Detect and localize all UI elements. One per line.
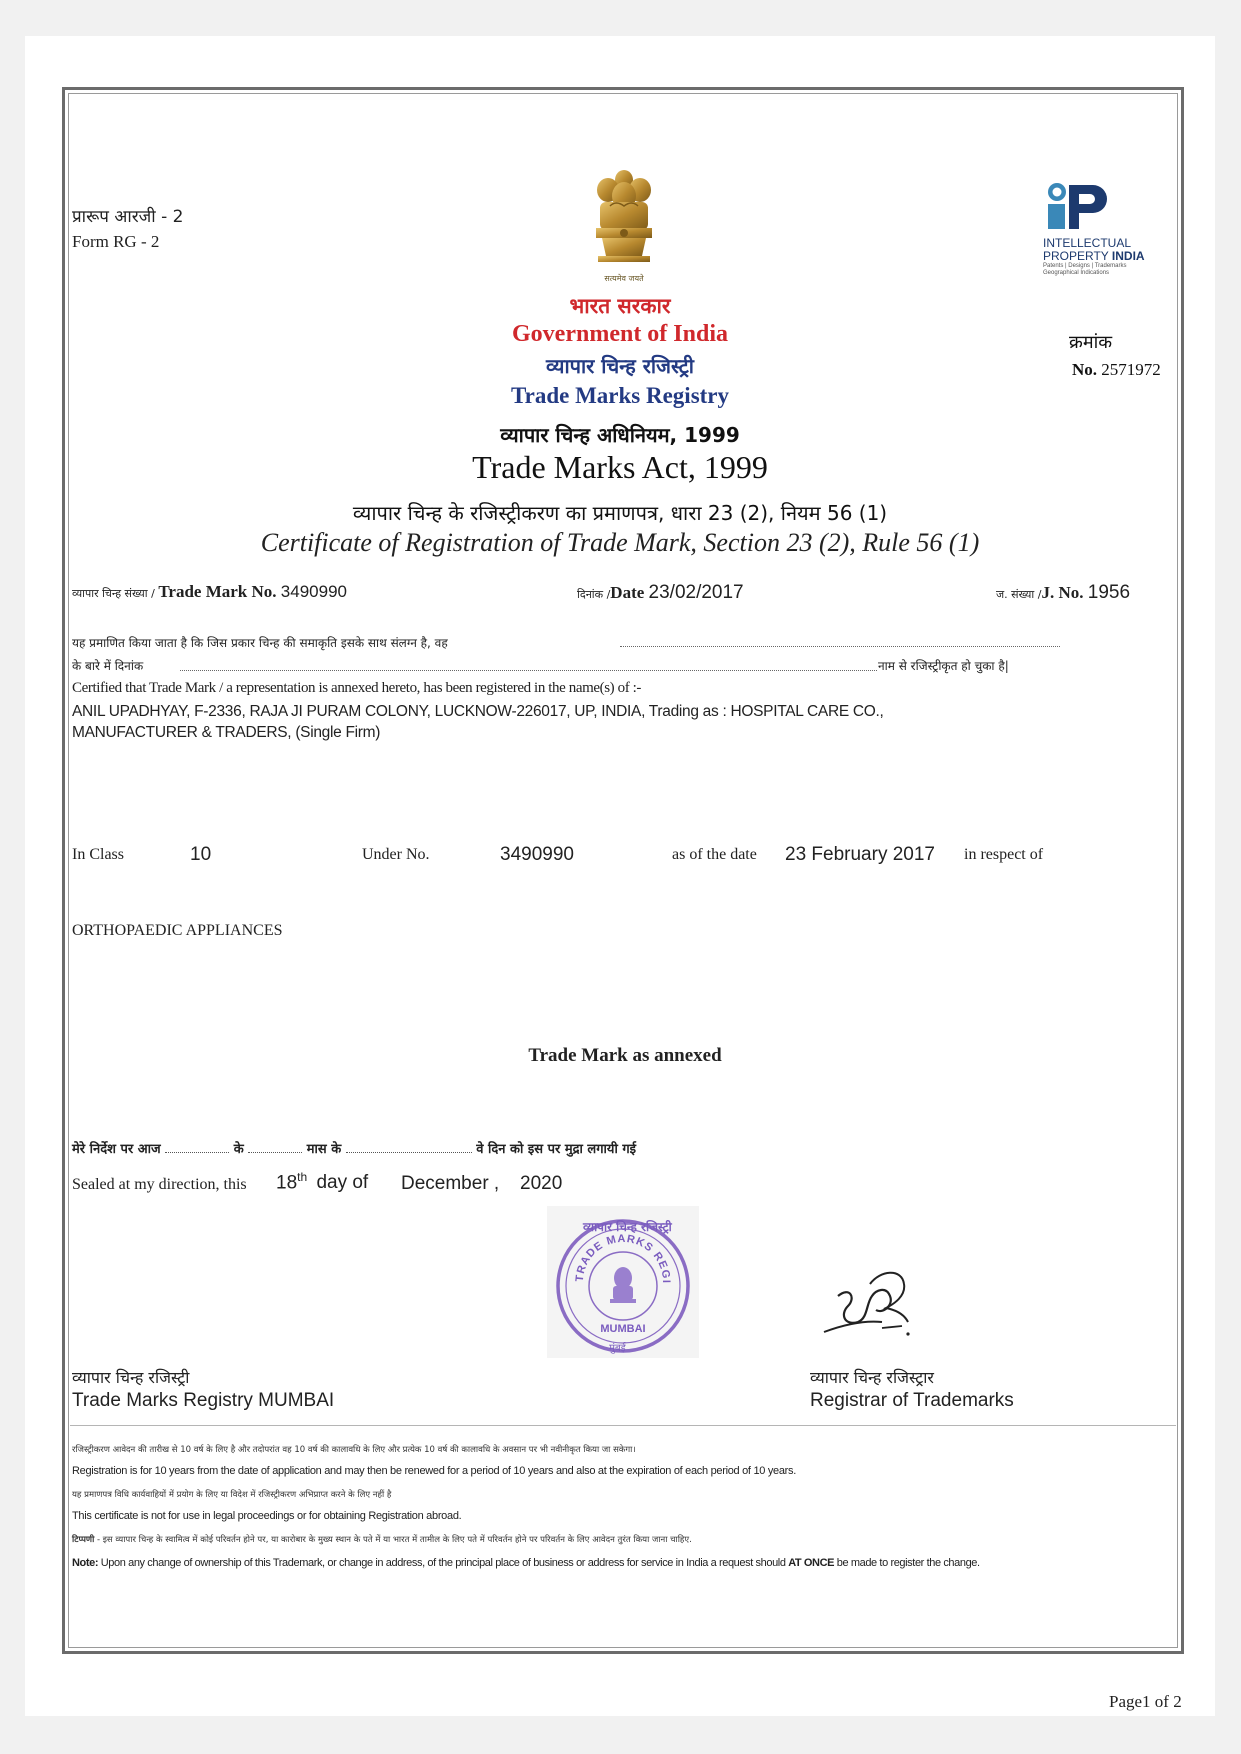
stamp-city-hindi: मुंबई (609, 1343, 626, 1354)
dotted-line (620, 646, 1060, 647)
date-label: Date (610, 583, 645, 602)
page-number: Page1 of 2 (1109, 1692, 1182, 1711)
sealed-label: Sealed at my direction, this (72, 1176, 247, 1193)
footer-registry: Trade Marks Registry MUMBAI (72, 1390, 335, 1411)
note-english-3-c: be made to register the change. (834, 1557, 980, 1569)
note-hindi-1: रजिस्ट्रीकरण आवेदन की तारीख से 10 वर्ष के लिए है और तदोपरांत वह 10 वर्ष की कालावधि के लिए और प्रत्येक 10 वर्ष की कालावधि के अवसान पर भी नवीनीकृत किया जा सकेगा। (72, 1445, 636, 1455)
owner-line2: MANUFACTURER & TRADERS, (Single Firm) (72, 724, 381, 741)
footer-registrar: Registrar of Trademarks (810, 1390, 1014, 1411)
body-hindi-line2-a: के बारे में दिनांक (72, 659, 144, 673)
in-class-label: In Class (72, 846, 124, 863)
stamp-top-hindi: व्यापार चिन्ह रजिस्ट्री (583, 1220, 672, 1234)
stamp-ring-text: TRADE MARKS REGI (573, 1232, 673, 1284)
seal-hindi-a: मेरे निर्देश पर आज (72, 1142, 161, 1157)
note-hindi-3 (72, 1534, 692, 1545)
sealed-day (276, 1170, 368, 1194)
note-hindi-2: यह प्रमाणपत्र विधि कार्यवाहियों में प्रयोग के लिए या विदेश में रजिस्ट्रीकरण अभिप्राप्त करने के लिए नहीं है (72, 1490, 392, 1500)
body-hindi-line2-b: नाम से रजिस्ट्रीकृत हो चुका है| (878, 659, 1009, 673)
under-no-value: 3490990 (500, 844, 574, 865)
note-english-1: Registration is for 10 years from the date of application and may then be renewed for a period of 10 years and also at the expiration of each period of 10 years. (72, 1465, 796, 1477)
stamp-city: MUMBAI (600, 1323, 646, 1335)
act-title-hindi: व्यापार चिन्ह अधिनियम, 1999 (500, 423, 740, 447)
date-field (577, 582, 744, 604)
ip-india-logo (1043, 182, 1175, 282)
seal-hindi-d: वे दिन को इस पर मुद्रा लगायी गई (476, 1142, 637, 1157)
national-emblem-icon (586, 166, 662, 284)
ip-logo-line1: INTELLECTUAL (1043, 236, 1132, 250)
sealed-day-value: 18 (276, 1172, 298, 1194)
tm-value: 3490990 (280, 582, 347, 601)
tm-label-hindi: व्यापार चिन्ह संख्या / (72, 587, 159, 600)
emblem-motto: सत्यमेव जयते (604, 274, 644, 283)
jno-label-hindi: ज. संख्या / (996, 588, 1042, 601)
as-of-label: as of the date (672, 846, 757, 863)
serial-label: No. (1072, 360, 1098, 379)
dotted-line (180, 670, 877, 671)
notes-divider (70, 1425, 1176, 1426)
registry-title-hindi: व्यापार चिन्ह रजिस्ट्री (546, 354, 694, 378)
registry-title: Trade Marks Registry (510, 383, 730, 408)
serial-value: 2571972 (1101, 360, 1161, 379)
respect-label: in respect of (964, 846, 1044, 863)
form-number-hindi: प्रारूप आरजी - 2 (72, 207, 184, 227)
sealed-day-of: day of (316, 1172, 369, 1194)
goods-description: ORTHOPAEDIC APPLIANCES (72, 922, 283, 939)
certificate-title-hindi: व्यापार चिन्ह के रजिस्ट्रीकरण का प्रमाणपत्र, धारा 23 (2), नियम 56 (1) (352, 501, 888, 525)
jno-label: J. No. (1041, 583, 1084, 602)
ip-logo-line4: Geographical Indications (1043, 270, 1110, 276)
certificate-title: Certificate of Registration of Trade Mark, Section 23 (2), Rule 56 (1) (260, 528, 980, 557)
registry-stamp (547, 1206, 699, 1358)
body-hindi-line1: यह प्रमाणित किया जाता है कि जिस प्रकार चिन्ह की समाकृति इसके साथ संलग्न है, वह (72, 636, 448, 650)
certified-text: Certified that Trade Mark / a representation is annexed hereto, has been registered in the name(s) of :- (72, 680, 642, 696)
seal-hindi-b: के (233, 1142, 244, 1157)
gov-title-hindi: भारत सरकार (569, 294, 671, 318)
gov-title: Government of India (512, 321, 728, 347)
sealed-month: December , (401, 1173, 500, 1194)
footer-registry-hindi: व्यापार चिन्ह रजिस्ट्री (72, 1368, 190, 1387)
note-hindi-3-label: टिप्पणी (72, 1535, 95, 1545)
form-number: Form RG - 2 (72, 232, 160, 251)
as-of-value: 23 February 2017 (785, 844, 935, 865)
seal-hindi-line (72, 1139, 636, 1157)
in-class-value: 10 (190, 844, 212, 865)
act-title: Trade Marks Act, 1999 (472, 449, 768, 485)
ip-india-logo-icon (1043, 182, 1113, 232)
owner-line1: ANIL UPADHYAY, F-2336, RAJA JI PURAM COLONY, LUCKNOW-226017, UP, INDIA, Trading as : HOSPITAL CARE CO., (72, 703, 884, 720)
date-value: 23/02/2017 (648, 582, 744, 603)
ip-logo-line2-b: INDIA (1111, 249, 1145, 263)
note-english-3-label: Note: (72, 1557, 99, 1569)
under-no-label: Under No. (362, 846, 430, 863)
sealed-year: 2020 (520, 1173, 563, 1194)
trade-mark-annexed: Trade Mark as annexed (528, 1045, 722, 1066)
registrar-signature (810, 1256, 920, 1356)
sealed-day-suffix: th (297, 1170, 308, 1184)
trade-mark-number (72, 582, 347, 602)
serial-number (1072, 360, 1161, 380)
ip-logo-line3: Patents | Designs | Trademarks (1043, 263, 1127, 269)
ip-logo-line2-a: PROPERTY (1043, 249, 1112, 263)
note-english-3-b: AT ONCE (788, 1557, 835, 1569)
note-english-3 (72, 1557, 980, 1569)
note-english-2: This certificate is not for use in legal proceedings or for obtaining Registration abroad. (72, 1510, 462, 1522)
journal-number (996, 582, 1130, 604)
note-english-3-a: Upon any change of ownership of this Trademark, or change in address, of the principal place of business or address for service in India a request should (98, 1557, 789, 1569)
jno-value: 1956 (1087, 582, 1131, 603)
note-hindi-3-text: - इस व्यापार चिन्ह के स्वामित्व में कोई परिवर्तन होने पर, या कारोबार के मुख्य स्थान के पते में या भारत में तामील के लिए पते में परिवर्तन होने पर परिवर्तन के लिए आवेदन तुरंत किया जाना चाहिए. (94, 1535, 692, 1545)
tm-label: Trade Mark No. (158, 582, 277, 601)
footer-registrar-hindi: व्यापार चिन्ह रजिस्ट्रार (810, 1368, 934, 1387)
serial-label-hindi: क्रमांक (1069, 332, 1113, 353)
seal-hindi-c: मास के (306, 1142, 342, 1157)
date-label-hindi: दिनांक / (577, 588, 611, 601)
